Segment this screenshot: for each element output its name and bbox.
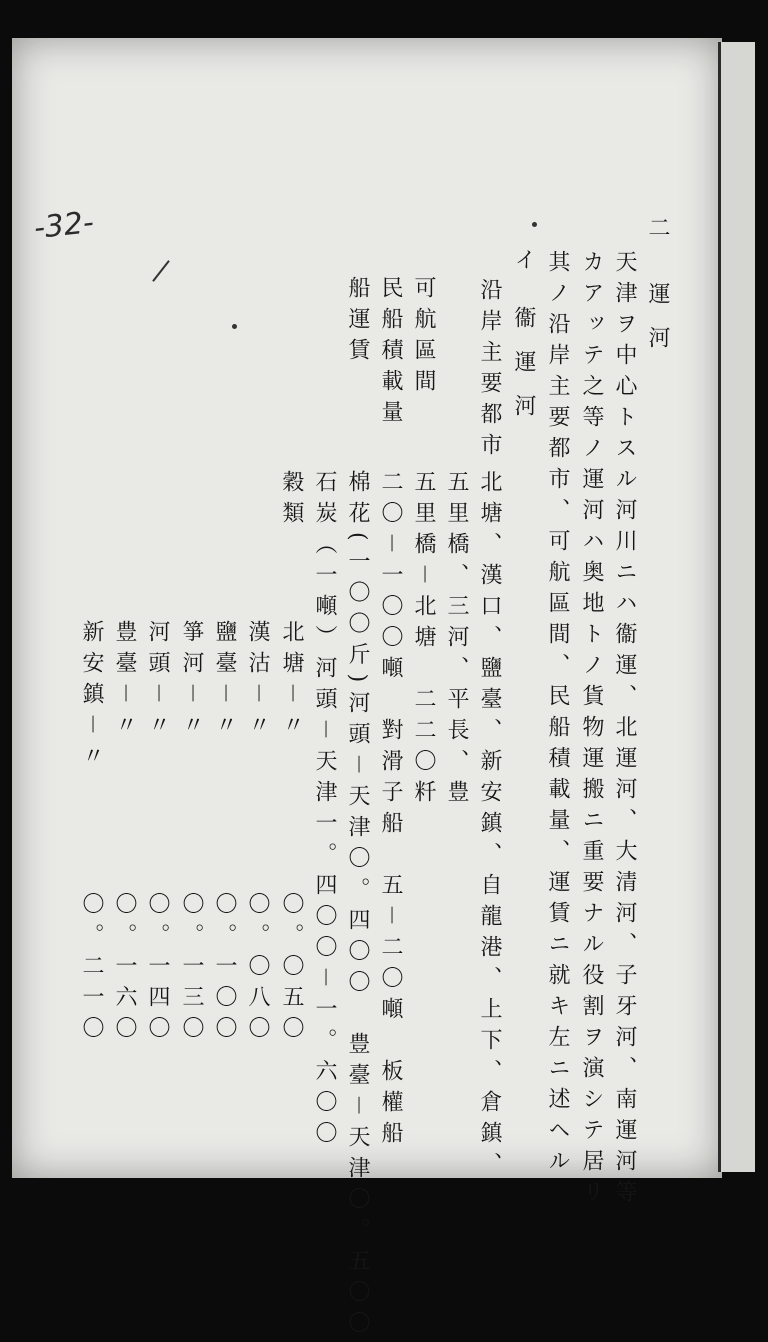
- section-title: 運河: [645, 282, 670, 370]
- intro-line-1: 天津ヲ中心トスル河川ニハ衞運、北運河、大清河、子牙河、南運河等: [612, 250, 637, 1211]
- grain-route: 新安鎮－〃: [79, 620, 104, 776]
- grain-route: 漢沽－〃: [245, 620, 270, 745]
- subsection-mark: イ: [511, 248, 536, 279]
- section-number: 二: [645, 216, 670, 247]
- capacity-label: 民船積載量: [378, 276, 403, 431]
- capacity-value: 二〇－一〇〇噸 對滑子船 五－二〇噸 板權船: [378, 470, 403, 1153]
- grain-route: 箏河－〃: [179, 620, 204, 745]
- grain-route: 豊臺－〃: [112, 620, 137, 745]
- navigable-label: 可航區間: [411, 276, 436, 400]
- page-edge: [718, 42, 755, 1172]
- freight-coal: 石炭（一噸）河頭－天津一。四〇〇－一。六〇〇: [312, 470, 337, 1153]
- subsection-title: 衞運河: [511, 306, 536, 438]
- grain-rate: 〇。一〇〇: [212, 892, 237, 1047]
- freight-grain-label: 穀類: [279, 470, 304, 532]
- cities-continuation: 五里橋、三河、平長、豊: [444, 470, 469, 811]
- freight-cotton: 棉花(一〇〇斤)河頭－天津〇。四〇〇 豊臺－天津〇。五〇〇: [345, 470, 370, 1342]
- cities-label: 沿岸主要都市: [477, 278, 502, 464]
- grain-rate: 〇。〇五〇: [279, 892, 304, 1047]
- grain-rate: 〇。一四〇: [145, 892, 170, 1047]
- grain-rate: 〇。〇八〇: [245, 892, 270, 1047]
- ink-dot: [532, 222, 537, 227]
- grain-route: 河頭－〃: [145, 620, 170, 745]
- grain-rate: 〇。二一〇: [79, 892, 104, 1047]
- grain-rate: 〇。一三〇: [179, 892, 204, 1047]
- cities-value: 北塘、漢口、鹽臺、新安鎮、自龍港、上下、倉鎮、: [477, 470, 502, 1183]
- intro-line-2: カアッテ之等ノ運河ハ奥地トノ貨物運搬ニ重要ナル役割ヲ演シテ居リ: [579, 250, 604, 1211]
- grain-rate: 〇。一六〇: [112, 892, 137, 1047]
- page-number: -32-: [32, 204, 96, 247]
- grain-route: 鹽臺－〃: [212, 620, 237, 745]
- intro-line-3: 其ノ沿岸主要都市、可航區間、民船積載量、運賃ニ就キ左ニ述ヘル: [545, 250, 570, 1180]
- navigable-value: 五里橋－北塘 二二〇粁: [411, 470, 436, 812]
- freight-label: 船運賃: [345, 276, 370, 369]
- grain-route: 北塘－〃: [279, 620, 304, 745]
- ink-dot: [232, 324, 237, 329]
